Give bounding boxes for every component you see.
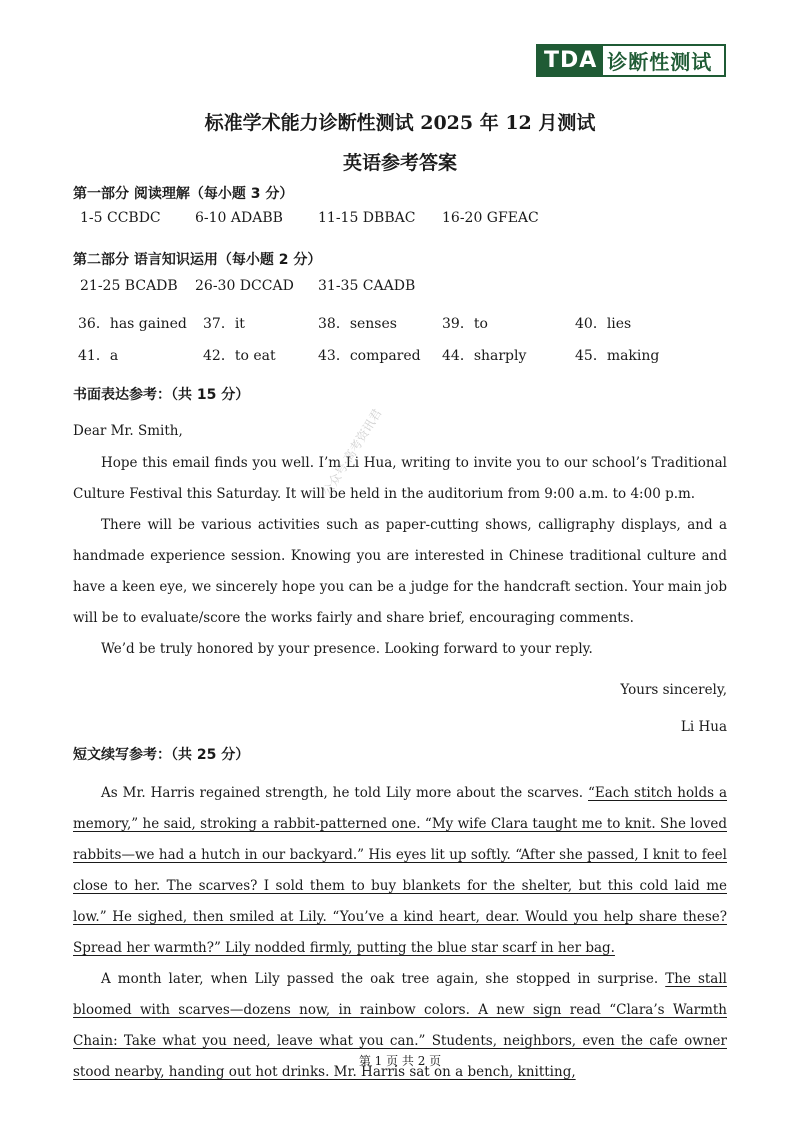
plain-text: As Mr. Harris regained strength, he told Lily more about the scarves. (101, 785, 589, 801)
blank-answer: 39．to (442, 316, 488, 332)
letter-paragraph: There will be various activities such as paper-cutting shows, calligraphy displays, and a handmade experience session. Knowing you are interested in Chinese traditional culture and have a keen eye, we sincerely hope you can be a judge for the handcraft section. Your main job will be to evaluate/score the works fairly and share brief, encouraging comments. (73, 517, 727, 626)
part1-heading: 第一部分 阅读理解（每小题 3 分） (73, 186, 294, 202)
blank-answer: 42．to eat (203, 348, 276, 364)
letter-greeting: Dear Mr. Smith, (73, 423, 183, 439)
letter-body (73, 448, 727, 665)
blank-answer: 41．a (78, 348, 119, 364)
writing-heading: 书面表达参考：（共 15 分） (73, 387, 250, 403)
watermark: 公众号·高考资讯君 (319, 406, 385, 499)
answer-group: 26-30 DCCAD (195, 278, 294, 294)
continuation-body (73, 778, 727, 1088)
blank-answer: 40．lies (575, 316, 632, 332)
page-footer: 第 1 页 共 2 页 (358, 1054, 442, 1068)
blank-answer: 44．sharply (442, 348, 527, 364)
letter-signature: Li Hua (680, 719, 727, 735)
blank-answer: 38．senses (318, 316, 397, 332)
tda-logo (536, 44, 726, 77)
blank-answer: 45．making (575, 348, 660, 364)
letter-closing: Yours sincerely, (620, 682, 727, 698)
underlined-text: The stall bloomed with scarves—dozens now, in rainbow colors. A new sign read “Clara’s Warmth Chain: Take what you need, leave what you can.” Students, neighbors, even the cafe owner stood nearby, handing out hot drinks. Mr. Harris sat on a bench, knitting, (73, 971, 727, 1080)
answer-group: 6-10 ADABB (195, 210, 283, 226)
page-subtitle: 英语参考答案 (342, 152, 457, 174)
page-title: 标准学术能力诊断性测试 2025 年 12 月测试 (204, 112, 596, 134)
letter-paragraph: We’d be truly honored by your presence. Looking forward to your reply. (101, 641, 593, 657)
continuation-paragraph (73, 778, 727, 964)
underlined-text: “Each stitch holds a memory,” he said, stroking a rabbit-patterned one. “My wife Clara taught me to knit. She loved rabbits—we had a hutch in our backyard.” His eyes lit up softly. “After she passed, I knit to feel close to her. The scarves? I sold them to buy blankets for the shelter, but this cold laid me low.” He sighed, then smiled at Lily. “You’ve a kind heart, dear. Would you help share these? Spread her warmth?” Lily nodded firmly, putting the blue star scarf in her bag. (73, 785, 728, 956)
blank-answer: 43．compared (318, 348, 421, 364)
answer-group: 1-5 CCBDC (80, 210, 161, 226)
letter-paragraph: Hope this email finds you well. I’m Li Hua, writing to invite you to our school’s Traditional Culture Festival this Saturday. It will be held in the auditorium from 9:00 a.m. to 4:00 p.m. (73, 455, 727, 502)
continuation-heading: 短文续写参考：（共 25 分） (73, 747, 250, 763)
logo-tagline: 诊断性测试 (607, 50, 713, 74)
blank-answer: 36．has gained (78, 316, 187, 332)
logo-brand: TDA (538, 46, 603, 75)
plain-text: A month later, when Lily passed the oak tree again, she stopped in surprise. (101, 971, 666, 987)
answer-group: 11-15 DBBAC (318, 210, 416, 226)
blank-answer: 37．it (203, 316, 245, 332)
continuation-paragraph (73, 964, 727, 1088)
answer-group: 31-35 CAADB (318, 278, 416, 294)
answer-group: 21-25 BCADB (80, 278, 178, 294)
answer-group: 16-20 GFEAC (442, 210, 539, 226)
part2-heading: 第二部分 语言知识运用（每小题 2 分） (73, 252, 322, 268)
